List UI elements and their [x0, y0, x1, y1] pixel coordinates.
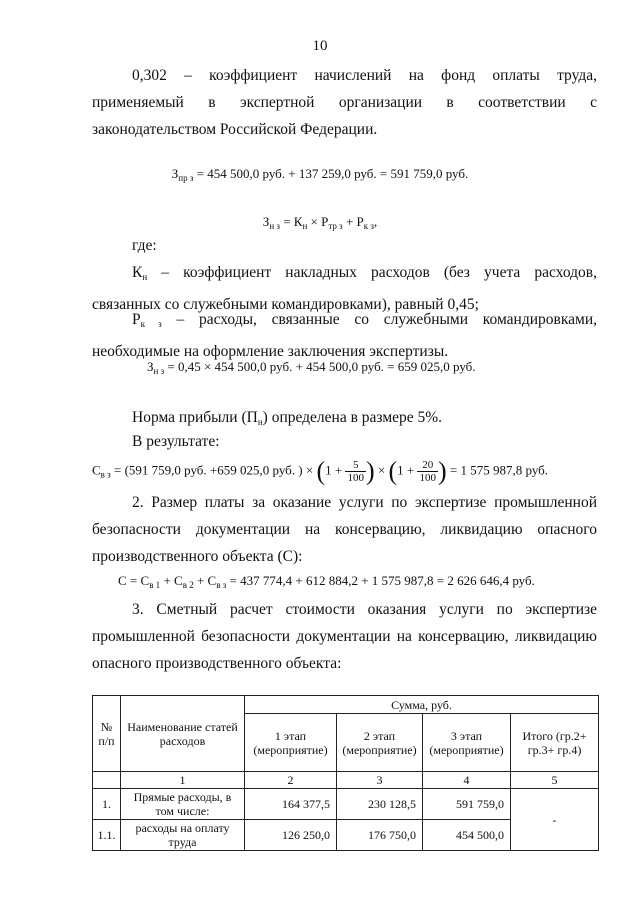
- header-stage-2: 2 этап (мероприятие): [337, 714, 423, 772]
- formula-znz-value: $З_{н з} = 0,45 \times 454$ 500,0 руб. + 454 500,0 руб. = 659 025,0 руб.: [147, 359, 476, 376]
- header-sum: Сумма, руб.: [245, 696, 599, 714]
- profit-norm: Норма прибыли $(П_н)$ определена в размере 5%.: [132, 409, 443, 427]
- formula-zprz: $З_{пр з} = 454$ 500,0 руб. + 137 259,0 руб. = 591 759,0 руб.: [171, 166, 469, 183]
- paragraph-3: 3. Сметный расчет стоимости оказания услуги по экспертизе промышленной безопасности документации на консервацию, ликвидацию опасного производственного объекта:: [92, 601, 597, 672]
- index-empty: [93, 772, 121, 789]
- table-header-row: [93, 696, 599, 714]
- row-name: Прямые расходы, в том числе:: [121, 789, 245, 820]
- index-cell: 2: [245, 772, 337, 789]
- index-cell: 5: [511, 772, 599, 789]
- kn-definition: $К_н$ – коэффициент накладных расходов (без учета расходов, связанных со служебными командировками), равный 0,45;: [92, 264, 597, 313]
- row-num: 1.1.: [93, 820, 121, 851]
- row-num: 1.: [93, 789, 121, 820]
- formula-total-c: $С = С_{в 1} + С_{в 2} + С_{в з} = 437$ 774,4 + 612 884,2 + 1 575 987,8 = 2 626 646,4 руб.: [118, 573, 535, 590]
- row-name: расходы на оплату труда: [121, 820, 245, 851]
- header-total: Итого (гр.2+ гр.3+ гр.4): [511, 714, 599, 772]
- page-number: 10: [312, 38, 328, 54]
- result-label: В результате:: [132, 433, 220, 450]
- table-row: [93, 789, 599, 820]
- header-name: Наименование статей расходов: [121, 696, 245, 772]
- header-stage-1: 1 этап (мероприятие): [245, 714, 337, 772]
- index-cell: 1: [121, 772, 245, 789]
- where-label: где:: [132, 237, 157, 254]
- paragraph-2: 2. Размер платы за оказание услуги по экспертизе промышленной безопасности документации на консервацию, ликвидацию опасного производственного объекта (С):: [92, 494, 597, 565]
- index-cell: 4: [423, 772, 511, 789]
- fraction-denominator: 100: [347, 472, 364, 484]
- fraction-numerator: 5: [345, 459, 366, 472]
- fraction-denominator: 100: [419, 472, 436, 484]
- row-total: -: [511, 789, 599, 851]
- header-num: № п/п: [93, 696, 121, 772]
- formula-znz: $З_{н з} = К_н \times Р_{тр з} + Р_{к з}$,: [262, 214, 378, 231]
- row-stage-3: 454 500,0: [423, 820, 511, 851]
- header-stage-3: 3 этап (мероприятие): [423, 714, 511, 772]
- coefficient-paragraph: 0,302 – коэффициент начислений на фонд оплаты труда, применяемый в экспертной организации в соответствии с законодательством Российской Федерации.: [92, 67, 597, 138]
- formula-cvz: $С_{в з} = (591$ 759,0 руб. +659 025,0 руб. ) × (1 + $\frac{5}{100}$ ) × (1 + $\frac{20}{100}$ ) = 1 575 987,8 руб.: [92, 456, 549, 486]
- row-stage-3: 591 759,0: [423, 789, 511, 820]
- row-stage-1: 126 250,0: [245, 820, 337, 851]
- index-cell: 3: [337, 772, 423, 789]
- fraction-numerator: 20: [417, 459, 438, 472]
- cost-estimate-table: [92, 695, 599, 851]
- rk-definition: $Р_{к з}$ – расходы, связанные со служебными командировками, необходимые на оформление заключения экспертизы.: [92, 311, 597, 360]
- row-stage-2: 230 128,5: [337, 789, 423, 820]
- row-stage-1: 164 377,5: [245, 789, 337, 820]
- table-index-row: [93, 772, 599, 789]
- row-stage-2: 176 750,0: [337, 820, 423, 851]
